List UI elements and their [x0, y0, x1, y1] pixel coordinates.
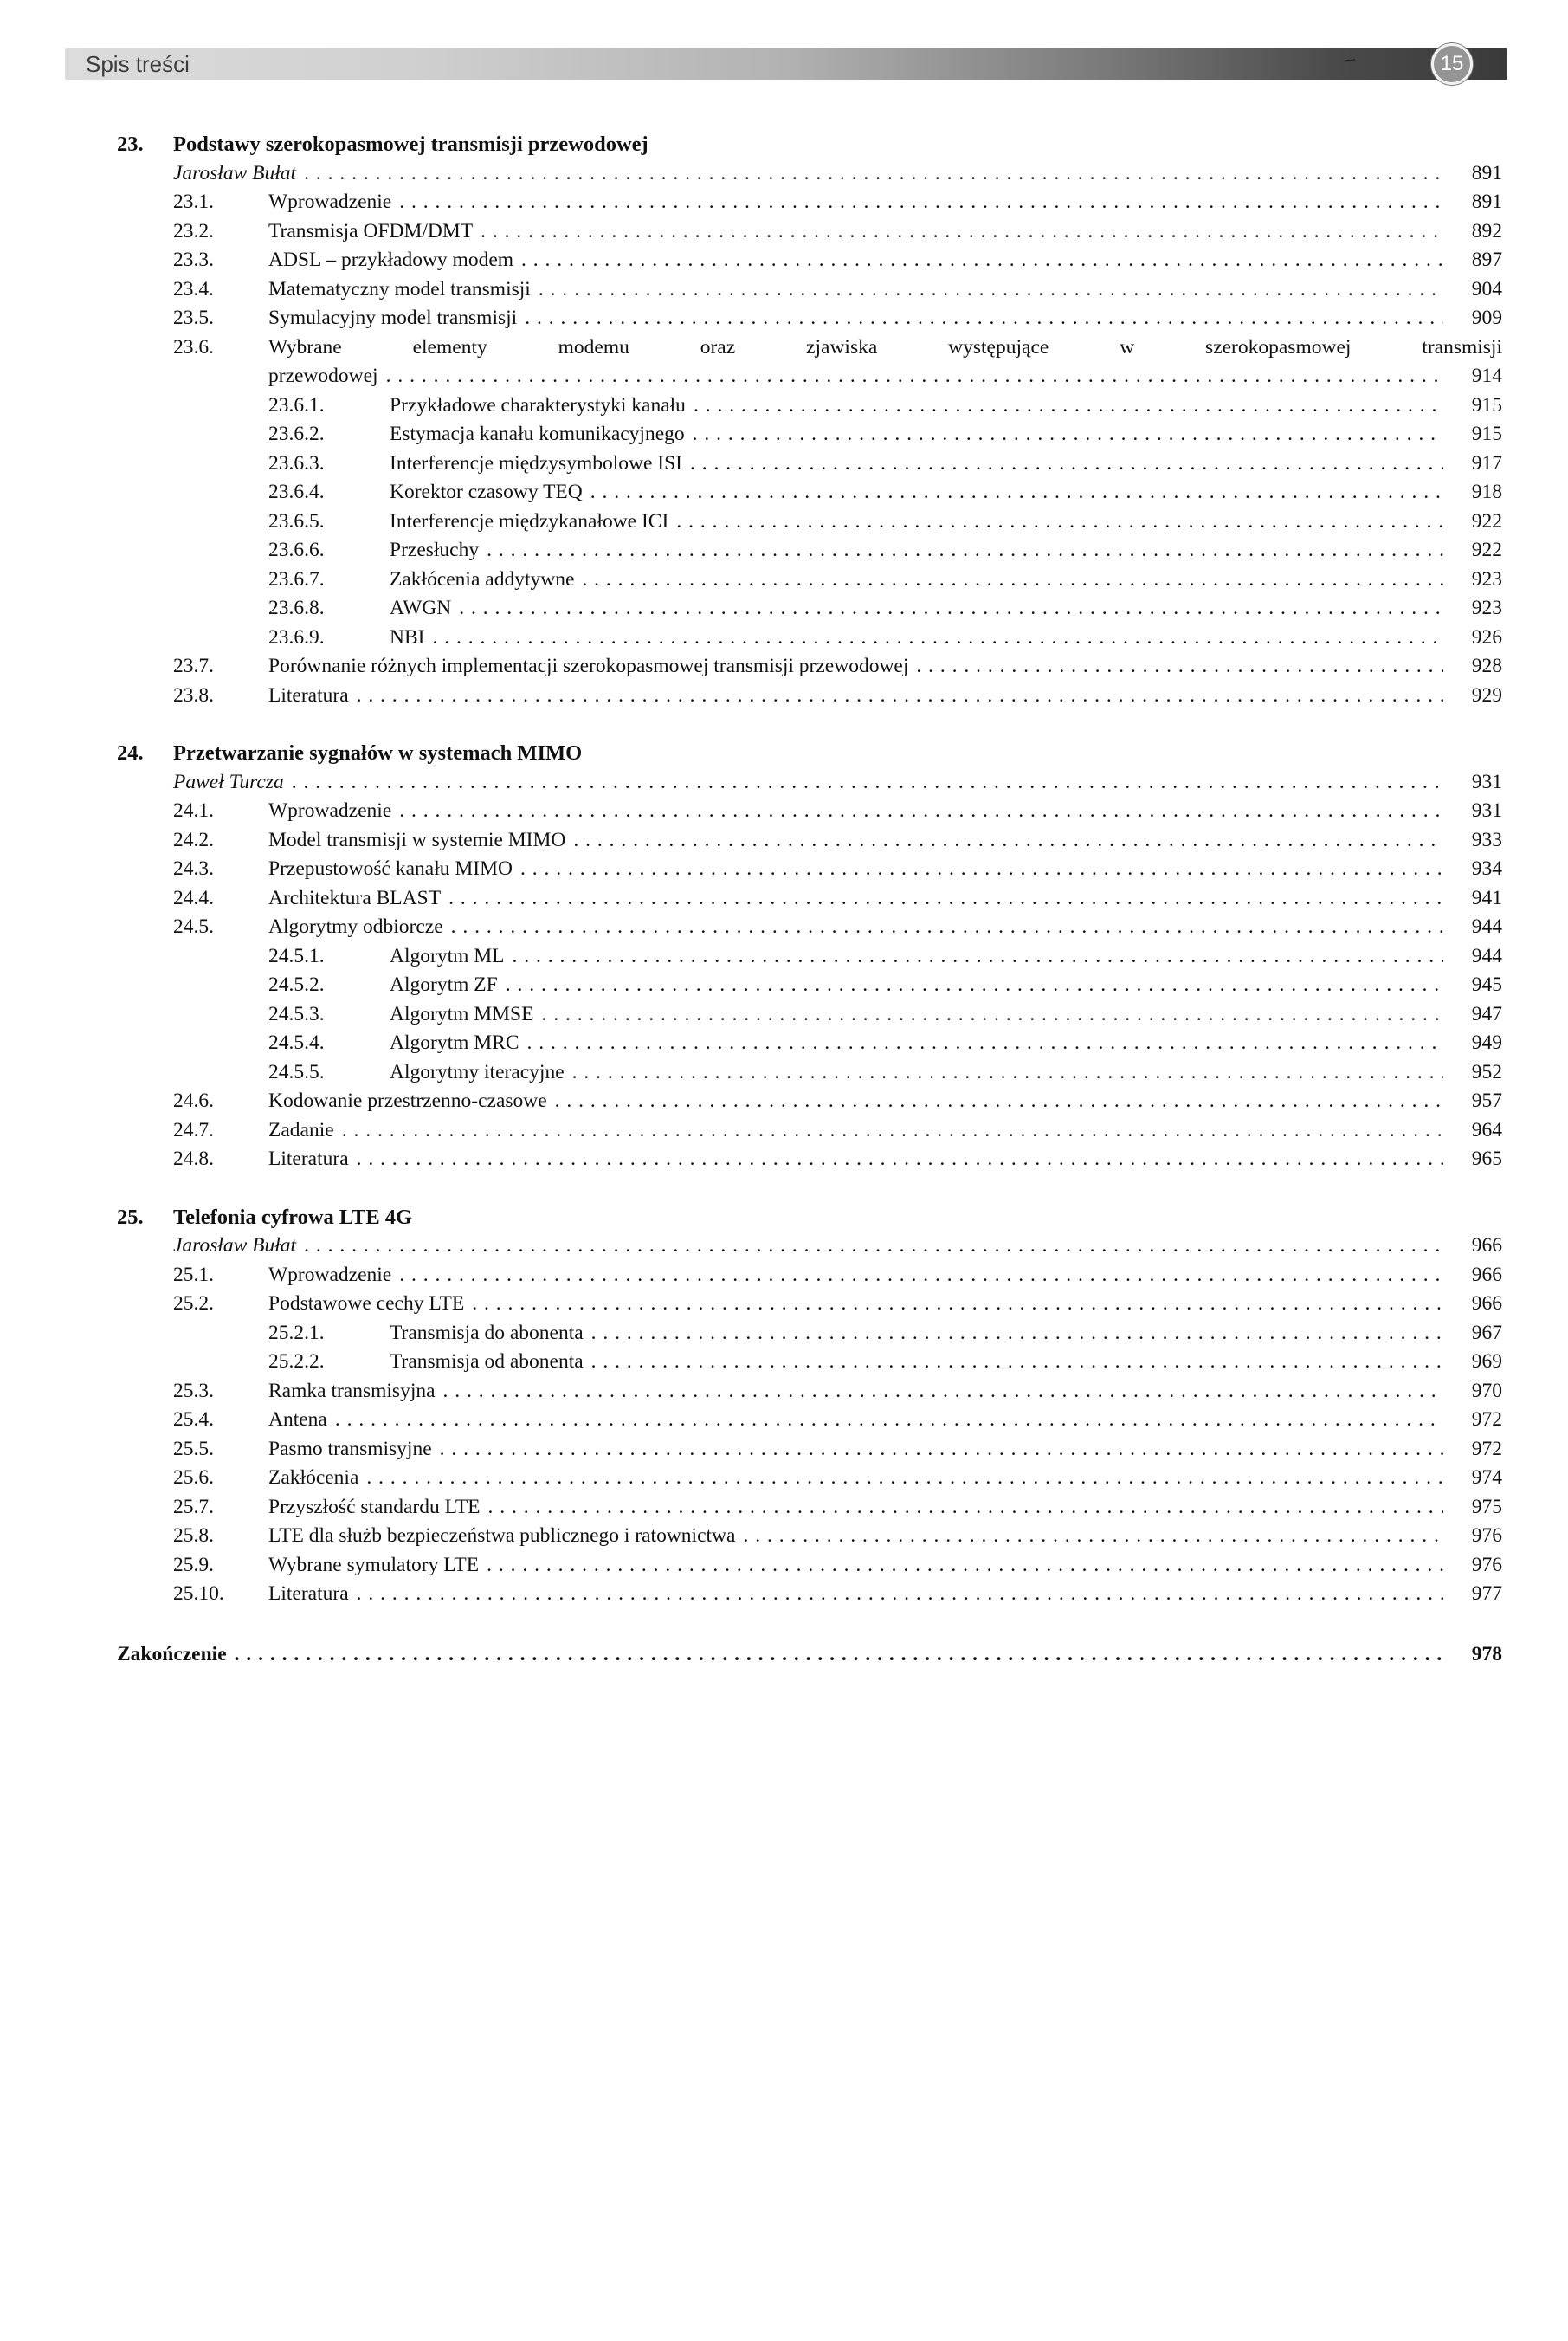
- entry-page: 952: [1471, 1060, 1502, 1083]
- toc-entry: [117, 1290, 1502, 1319]
- entry-title: Transmisja OFDM/DMT: [268, 219, 474, 243]
- toc-entry: [117, 884, 1502, 914]
- dot-leader: [399, 797, 1443, 826]
- chapter-heading: [117, 130, 1502, 159]
- entry-title: Wprowadzenie: [268, 191, 392, 213]
- toc-content: [117, 130, 1502, 1669]
- toc-entry: [117, 682, 1502, 711]
- entry-number: 23.7.: [173, 655, 214, 677]
- entry-page: 964: [1471, 1118, 1502, 1141]
- entry-page: 897: [1471, 249, 1502, 271]
- entry-page: 944: [1471, 944, 1502, 967]
- author-name: Paweł Turcza: [173, 770, 284, 793]
- entry-title: NBI: [390, 625, 425, 649]
- chapter-title: Przetwarzanie sygnałów w systemach MIMO: [173, 741, 583, 765]
- entry-number: 23.6.1.: [268, 393, 325, 417]
- dot-leader: [676, 508, 1443, 537]
- entry-number: 24.5.2.: [268, 973, 325, 996]
- entry-number: 23.5.: [173, 307, 214, 329]
- toc-entry: [117, 624, 1502, 653]
- entry-title: Transmisja od abonenta: [390, 1350, 584, 1373]
- dot-leader: [357, 1580, 1443, 1609]
- toc-entry: [117, 420, 1502, 449]
- entry-title: Literatura: [268, 1582, 349, 1605]
- entry-number: 23.2.: [173, 219, 214, 243]
- page-number-badge: 15: [1431, 43, 1473, 85]
- entry-number: 24.5.5.: [268, 1060, 325, 1083]
- entry-title: Przesłuchy: [390, 539, 480, 561]
- toc-entry: [117, 1261, 1502, 1290]
- entry-page: 923: [1471, 597, 1502, 619]
- dot-leader: [521, 246, 1443, 275]
- toc-entry: [117, 826, 1502, 856]
- entry-number: 23.8.: [173, 683, 214, 707]
- dot-leader: [304, 1232, 1443, 1261]
- entry-page: 966: [1471, 1292, 1502, 1315]
- entry-title: AWGN: [390, 597, 452, 619]
- decorative-mark: ~: [1342, 48, 1358, 73]
- toc-entry: [117, 1348, 1502, 1377]
- entry-title: Zakłócenia addytywne: [390, 567, 575, 591]
- entry-number: 24.5.3.: [268, 1002, 325, 1025]
- entry-title: Podstawowe cechy LTE: [268, 1292, 465, 1315]
- toc-entry: [117, 1377, 1502, 1407]
- entry-title: Zadanie: [268, 1118, 334, 1141]
- entry-number: 23.6.2.: [268, 423, 325, 445]
- toc-entry: [117, 275, 1502, 305]
- dot-leader: [335, 1406, 1443, 1435]
- toc-entry: [117, 566, 1502, 595]
- author-entry: [117, 159, 1502, 189]
- closing-title: Zakończenie: [117, 1642, 227, 1665]
- entry-page: 922: [1471, 509, 1502, 533]
- dot-leader: [582, 566, 1443, 595]
- dot-leader: [555, 1087, 1443, 1116]
- toc-entry: [117, 391, 1502, 421]
- chapter-block: [117, 130, 1502, 710]
- toc-entry: [117, 304, 1502, 333]
- toc-entry: [117, 1435, 1502, 1465]
- dot-leader: [432, 624, 1443, 653]
- dot-leader: [527, 1029, 1443, 1058]
- dot-leader: [304, 159, 1443, 189]
- entry-page: 915: [1471, 393, 1502, 417]
- chapter-number: 25.: [117, 1205, 144, 1229]
- chapter-heading: [117, 1203, 1502, 1232]
- entry-title: Architektura BLAST: [268, 886, 442, 909]
- entry-number: 25.9.: [173, 1553, 214, 1576]
- chapter-title: Telefonia cyfrowa LTE 4G: [173, 1205, 413, 1229]
- entry-page: 918: [1471, 481, 1502, 503]
- entry-page: 976: [1471, 1524, 1502, 1547]
- entry-title: Porównanie różnych implementacji szerokopasmowej transmisji przewodowej: [268, 655, 909, 677]
- author-name: Jarosław Bułat: [173, 1234, 297, 1257]
- entry-page: 923: [1471, 567, 1502, 591]
- toc-entry: [117, 1000, 1502, 1030]
- entry-number: 24.6.: [173, 1090, 214, 1112]
- entry-title: LTE dla służb bezpieczeństwa publicznego i ratownictwa: [268, 1524, 736, 1547]
- author-entry: [117, 768, 1502, 798]
- entry-page: 947: [1471, 1002, 1502, 1025]
- entry-page: 966: [1471, 1263, 1502, 1286]
- entry-page: 904: [1471, 277, 1502, 301]
- entry-page: 944: [1471, 915, 1502, 938]
- dot-leader: [743, 1522, 1443, 1551]
- dot-leader: [235, 1640, 1443, 1670]
- dot-leader: [590, 478, 1443, 508]
- toc-entry: [117, 1145, 1502, 1174]
- entry-page: 892: [1471, 219, 1502, 243]
- chapter-number: 24.: [117, 741, 144, 765]
- entry-number: 24.4.: [173, 886, 214, 909]
- dot-leader: [443, 1377, 1443, 1407]
- toc-entry: [117, 971, 1502, 1000]
- toc-entry: [117, 1406, 1502, 1435]
- toc-entry: [117, 652, 1502, 682]
- entry-page: 934: [1471, 857, 1502, 880]
- entry-page: 949: [1471, 1031, 1502, 1054]
- entry-title: Wybrane elementy modemu oraz zjawiska występujące w szerokopasmowej transmisji: [268, 335, 1502, 359]
- entry-title: Algorytm ZF: [390, 973, 498, 996]
- chapter-number: 23.: [117, 133, 144, 156]
- toc-entry: [117, 217, 1502, 247]
- entry-number: 25.7.: [173, 1495, 214, 1518]
- toc-entry: [117, 797, 1502, 826]
- author-name: Jarosław Bułat: [173, 161, 297, 184]
- dot-leader: [591, 1319, 1443, 1348]
- entry-number: 25.6.: [173, 1466, 214, 1489]
- entry-page: 972: [1471, 1437, 1502, 1460]
- entry-page: 945: [1471, 973, 1502, 996]
- entry-title: Algorytm ML: [390, 944, 505, 967]
- entry-page: 922: [1471, 539, 1502, 561]
- entry-title: Przepustowość kanału MIMO: [268, 857, 513, 880]
- entry-number: 24.2.: [173, 828, 214, 851]
- dot-leader: [487, 536, 1443, 566]
- entry-title: Przykładowe charakterystyki kanału: [390, 393, 686, 417]
- entry-page: 891: [1471, 161, 1502, 184]
- entry-title: Zakłócenia: [268, 1466, 359, 1489]
- toc-entry: [117, 855, 1502, 884]
- dot-leader: [342, 1116, 1443, 1146]
- toc-entry: [117, 508, 1502, 537]
- entry-number: 24.3.: [173, 857, 214, 880]
- entry-title: Pasmo transmisyjne: [268, 1437, 432, 1460]
- entry-number: 23.6.: [173, 335, 214, 359]
- entry-page: 928: [1471, 655, 1502, 677]
- toc-entry: [117, 333, 1502, 363]
- chapter-block: [117, 1203, 1502, 1609]
- entry-number: 25.1.: [173, 1263, 214, 1286]
- dot-leader: [591, 1348, 1443, 1377]
- entry-number: 23.3.: [173, 249, 214, 271]
- toc-entry: [117, 1551, 1502, 1581]
- dot-leader: [459, 594, 1443, 624]
- page-header-bar: [65, 48, 1507, 80]
- entry-number: 25.2.: [173, 1292, 214, 1315]
- entry-title: Algorytm MRC: [390, 1031, 519, 1054]
- toc-entry: [117, 449, 1502, 479]
- dot-leader: [694, 391, 1443, 421]
- entry-title: Algorytmy iteracyjne: [390, 1060, 565, 1083]
- entry-page: 966: [1471, 1234, 1502, 1257]
- entry-page: 972: [1471, 1408, 1502, 1431]
- toc-entry: [117, 1319, 1502, 1348]
- entry-number: 25.3.: [173, 1379, 214, 1402]
- entry-number: 23.6.7.: [268, 567, 325, 591]
- entry-number: 25.2.1.: [268, 1321, 325, 1344]
- entry-number: 23.6.9.: [268, 625, 325, 649]
- dot-leader: [690, 449, 1443, 479]
- toc-entry-continuation: [117, 362, 1502, 391]
- entry-page: 974: [1471, 1466, 1502, 1489]
- entry-page: 976: [1471, 1553, 1502, 1576]
- entry-number: 23.6.8.: [268, 597, 325, 619]
- entry-number: 23.4.: [173, 277, 214, 301]
- entry-number: 24.5.1.: [268, 944, 325, 967]
- entry-title: Matematyczny model transmisji: [268, 277, 531, 301]
- dot-leader: [916, 652, 1443, 682]
- dot-leader: [357, 682, 1443, 711]
- dot-leader: [573, 826, 1443, 856]
- dot-leader: [693, 420, 1443, 449]
- entry-title: Ramka transmisyjna: [268, 1379, 436, 1402]
- chapter-title: Podstawy szerokopasmowej transmisji przewodowej: [173, 133, 648, 156]
- entry-title: Wybrane symulatory LTE: [268, 1553, 480, 1576]
- entry-number: 23.6.4.: [268, 481, 325, 503]
- entry-title: Wprowadzenie: [268, 1263, 392, 1286]
- entry-number: 24.1.: [173, 799, 214, 822]
- toc-entry: [117, 942, 1502, 972]
- entry-number: 25.5.: [173, 1437, 214, 1460]
- entry-title: Antena: [268, 1408, 327, 1431]
- entry-title: Literatura: [268, 1148, 349, 1170]
- entry-page: 917: [1471, 451, 1502, 475]
- entry-page: 914: [1471, 365, 1502, 387]
- entry-title: Korektor czasowy TEQ: [390, 481, 583, 503]
- entry-page: 970: [1471, 1379, 1502, 1402]
- toc-entry: [117, 594, 1502, 624]
- toc-entry: [117, 1058, 1502, 1088]
- entry-page: 926: [1471, 625, 1502, 649]
- dot-leader: [357, 1145, 1443, 1174]
- closing-entry: [117, 1640, 1502, 1670]
- dot-leader: [366, 1464, 1443, 1493]
- entry-number: 24.7.: [173, 1118, 214, 1141]
- dot-leader: [539, 275, 1443, 305]
- entry-number: 25.8.: [173, 1524, 214, 1547]
- entry-number: 24.8.: [173, 1148, 214, 1170]
- entry-page: 929: [1471, 683, 1502, 707]
- chapter-heading: [117, 739, 1502, 768]
- entry-title: Algorytm MMSE: [390, 1002, 534, 1025]
- dot-leader: [488, 1493, 1443, 1523]
- author-entry: [117, 1232, 1502, 1261]
- entry-number: 23.6.3.: [268, 451, 325, 475]
- entry-title: Interferencje międzysymbolowe ISI: [390, 451, 683, 475]
- entry-page: 965: [1471, 1148, 1502, 1170]
- entry-number: 25.10.: [173, 1582, 224, 1605]
- entry-page: 891: [1471, 191, 1502, 213]
- toc-entry: [117, 188, 1502, 217]
- entry-number: 24.5.4.: [268, 1031, 325, 1054]
- entry-title: Symulacyjny model transmisji: [268, 307, 518, 329]
- entry-title: Przyszłość standardu LTE: [268, 1495, 481, 1518]
- dot-leader: [513, 942, 1443, 972]
- dot-leader: [472, 1290, 1443, 1319]
- dot-leader: [440, 1435, 1443, 1465]
- toc-entry: [117, 1029, 1502, 1058]
- entry-page: 975: [1471, 1495, 1502, 1518]
- entry-title: Wprowadzenie: [268, 799, 392, 822]
- header-title: Spis treści: [86, 51, 190, 77]
- entry-page: 978: [1471, 1642, 1502, 1665]
- dot-leader: [541, 1000, 1443, 1030]
- chapter-block: [117, 739, 1502, 1174]
- entry-page: 931: [1471, 770, 1502, 793]
- dot-leader: [506, 971, 1443, 1000]
- entry-number: 24.5.: [173, 915, 214, 938]
- entry-title: Transmisja do abonenta: [390, 1321, 584, 1344]
- toc-entry: [117, 1522, 1502, 1551]
- entry-title: Interferencje międzykanałowe ICI: [390, 509, 669, 533]
- entry-number: 23.6.5.: [268, 509, 325, 533]
- entry-page: 967: [1471, 1321, 1502, 1344]
- dot-leader: [386, 362, 1443, 391]
- toc-entry: [117, 913, 1502, 942]
- entry-title: Estymacja kanału komunikacyjnego: [390, 423, 685, 445]
- toc-entry: [117, 536, 1502, 566]
- toc-entry: [117, 1493, 1502, 1523]
- toc-entry: [117, 246, 1502, 275]
- entry-title: Model transmisji w systemie MIMO: [268, 828, 566, 851]
- toc-entry: [117, 1464, 1502, 1493]
- dot-leader: [292, 768, 1443, 798]
- entry-page: 933: [1471, 828, 1502, 851]
- entry-page: 931: [1471, 799, 1502, 822]
- entry-page: 969: [1471, 1350, 1502, 1373]
- entry-number: 23.1.: [173, 191, 214, 213]
- entry-page: 941: [1471, 886, 1502, 909]
- entry-title-continuation: przewodowej: [268, 365, 378, 387]
- dot-leader: [520, 855, 1443, 884]
- entry-number: 23.6.6.: [268, 539, 325, 561]
- toc-entry: [117, 1087, 1502, 1116]
- entry-page: 977: [1471, 1582, 1502, 1605]
- entry-number: 25.2.2.: [268, 1350, 325, 1373]
- entry-number: 25.4.: [173, 1408, 214, 1431]
- dot-leader: [572, 1058, 1443, 1088]
- dot-leader: [399, 1261, 1443, 1290]
- dot-leader: [451, 913, 1443, 942]
- dot-leader: [487, 1551, 1443, 1581]
- toc-entry: [117, 1580, 1502, 1609]
- dot-leader: [525, 304, 1443, 333]
- entry-page: 957: [1471, 1090, 1502, 1112]
- toc-entry: [117, 478, 1502, 508]
- entry-page: 909: [1471, 307, 1502, 329]
- dot-leader: [448, 884, 1443, 914]
- entry-title: ADSL – przykładowy modem: [268, 249, 514, 271]
- dot-leader: [481, 217, 1443, 247]
- dot-leader: [399, 188, 1443, 217]
- entry-page: 915: [1471, 423, 1502, 445]
- entry-title: Kodowanie przestrzenno-czasowe: [268, 1090, 547, 1112]
- toc-entry: [117, 1116, 1502, 1146]
- entry-title: Algorytmy odbiorcze: [268, 915, 443, 938]
- entry-title: Literatura: [268, 683, 349, 707]
